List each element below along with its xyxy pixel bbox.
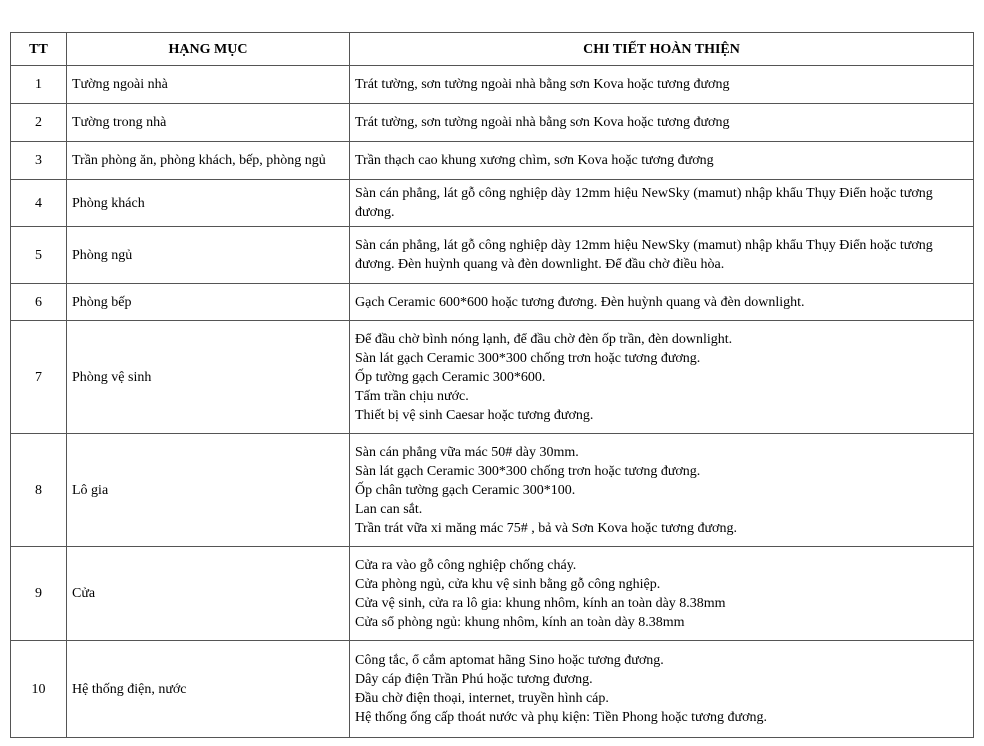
finishing-spec-table — [10, 32, 974, 738]
row-category: Tường ngoài nhà — [67, 66, 350, 104]
table-row — [11, 180, 974, 227]
detail-line: Ốp chân tường gạch Ceramic 300*100. — [355, 482, 576, 498]
table-row — [11, 547, 974, 641]
table-row — [11, 104, 974, 142]
detail-line: Dây cáp điện Trần Phú hoặc tương đương. — [355, 672, 593, 687]
row-number: 3 — [11, 142, 67, 180]
row-category: Phòng khách — [67, 180, 350, 227]
row-category: Phòng vệ sinh — [67, 321, 350, 434]
detail-line: Tấm trần chịu nước. — [355, 388, 469, 404]
row-number: 4 — [11, 180, 67, 227]
row-category: Phòng bếp — [67, 284, 350, 321]
row-details — [350, 142, 974, 180]
table-header-row — [11, 33, 974, 66]
row-category: Hệ thống điện, nước — [67, 641, 350, 738]
detail-line: Đầu chờ điện thoại, internet, truyền hình cáp. — [355, 691, 609, 706]
detail-line: Cửa ra vào gỗ công nghiệp chống cháy. — [355, 557, 577, 573]
row-details — [350, 284, 974, 321]
row-number: 8 — [11, 434, 67, 547]
detail-line: Sàn lát gạch Ceramic 300*300 chống trơn hoặc tương đương. — [355, 463, 701, 479]
detail-line: Cửa sổ phòng ngủ: khung nhôm, kính an toàn dày 8.38mm — [355, 614, 685, 630]
detail-line: Cửa phòng ngủ, cửa khu vệ sinh bằng gỗ công nghiệp. — [355, 576, 661, 592]
table-body — [11, 66, 974, 738]
row-details — [350, 227, 974, 284]
detail-line: Trần thạch cao khung xương chìm, sơn Kova hoặc tương đương — [355, 153, 714, 168]
detail-line: Sàn cán phẳng vữa mác 50# dày 30mm. — [355, 444, 579, 460]
table-row — [11, 321, 974, 434]
row-number: 6 — [11, 284, 67, 321]
row-category: Tường trong nhà — [67, 104, 350, 142]
detail-line: Trát tường, sơn tường ngoài nhà bằng sơn Kova hoặc tương đương — [355, 115, 730, 130]
row-details — [350, 434, 974, 547]
detail-line: Gạch Ceramic 600*600 hoặc tương đương. Đèn huỳnh quang và đèn downlight. — [355, 294, 805, 310]
row-number: 2 — [11, 104, 67, 142]
row-details — [350, 547, 974, 641]
header-detail: CHI TIẾT HOÀN THIỆN — [350, 33, 974, 66]
row-category: Trần phòng ăn, phòng khách, bếp, phòng ngủ — [67, 142, 350, 180]
table-row — [11, 284, 974, 321]
row-details — [350, 321, 974, 434]
detail-line: Cửa vệ sinh, cửa ra lô gia: khung nhôm, kính an toàn dày 8.38mm — [355, 595, 726, 611]
table-row — [11, 142, 974, 180]
table-row — [11, 434, 974, 547]
header-tt: TT — [11, 33, 67, 66]
row-details — [350, 66, 974, 104]
row-number: 10 — [11, 641, 67, 738]
row-details — [350, 104, 974, 142]
row-category: Lô gia — [67, 434, 350, 547]
detail-line: Sàn lát gạch Ceramic 300*300 chống trơn hoặc tương đương. — [355, 350, 701, 366]
table-row — [11, 66, 974, 104]
detail-line: Hệ thống ống cấp thoát nước và phụ kiện: Tiền Phong hoặc tương đương. — [355, 710, 768, 725]
detail-line: Sàn cán phẳng, lát gỗ công nghiệp dày 12mm hiệu NewSky (mamut) nhập khẩu Thụy Điển hoặc tương đương. Đèn huỳnh quang và đèn downlight. Để đầu chờ điều hòa. — [355, 238, 933, 272]
detail-line: Thiết bị vệ sinh Caesar hoặc tương đương. — [355, 407, 594, 423]
row-number: 7 — [11, 321, 67, 434]
detail-line: Lan can sắt. — [355, 501, 423, 517]
row-number: 5 — [11, 227, 67, 284]
detail-line: Sàn cán phẳng, lát gỗ công nghiệp dày 12mm hiệu NewSky (mamut) nhập khẩu Thụy Điển hoặc tương đương. — [355, 186, 933, 220]
header-category: HẠNG MỤC — [67, 33, 350, 66]
table-row — [11, 641, 974, 738]
row-details — [350, 180, 974, 227]
table-row — [11, 227, 974, 284]
detail-line: Trát tường, sơn tường ngoài nhà bằng sơn Kova hoặc tương đương — [355, 77, 730, 92]
detail-line: Ốp tường gạch Ceramic 300*600. — [355, 369, 546, 385]
row-number: 9 — [11, 547, 67, 641]
row-details — [350, 641, 974, 738]
row-number: 1 — [11, 66, 67, 104]
row-category: Cửa — [67, 547, 350, 641]
detail-line: Công tắc, ổ cắm aptomat hãng Sino hoặc tương đương. — [355, 653, 664, 668]
row-category: Phòng ngủ — [67, 227, 350, 284]
detail-line: Để đầu chờ bình nóng lạnh, để đầu chờ đèn ốp trần, đèn downlight. — [355, 331, 733, 347]
detail-line: Trần trát vữa xi măng mác 75# , bả và Sơn Kova hoặc tương đương. — [355, 520, 737, 536]
